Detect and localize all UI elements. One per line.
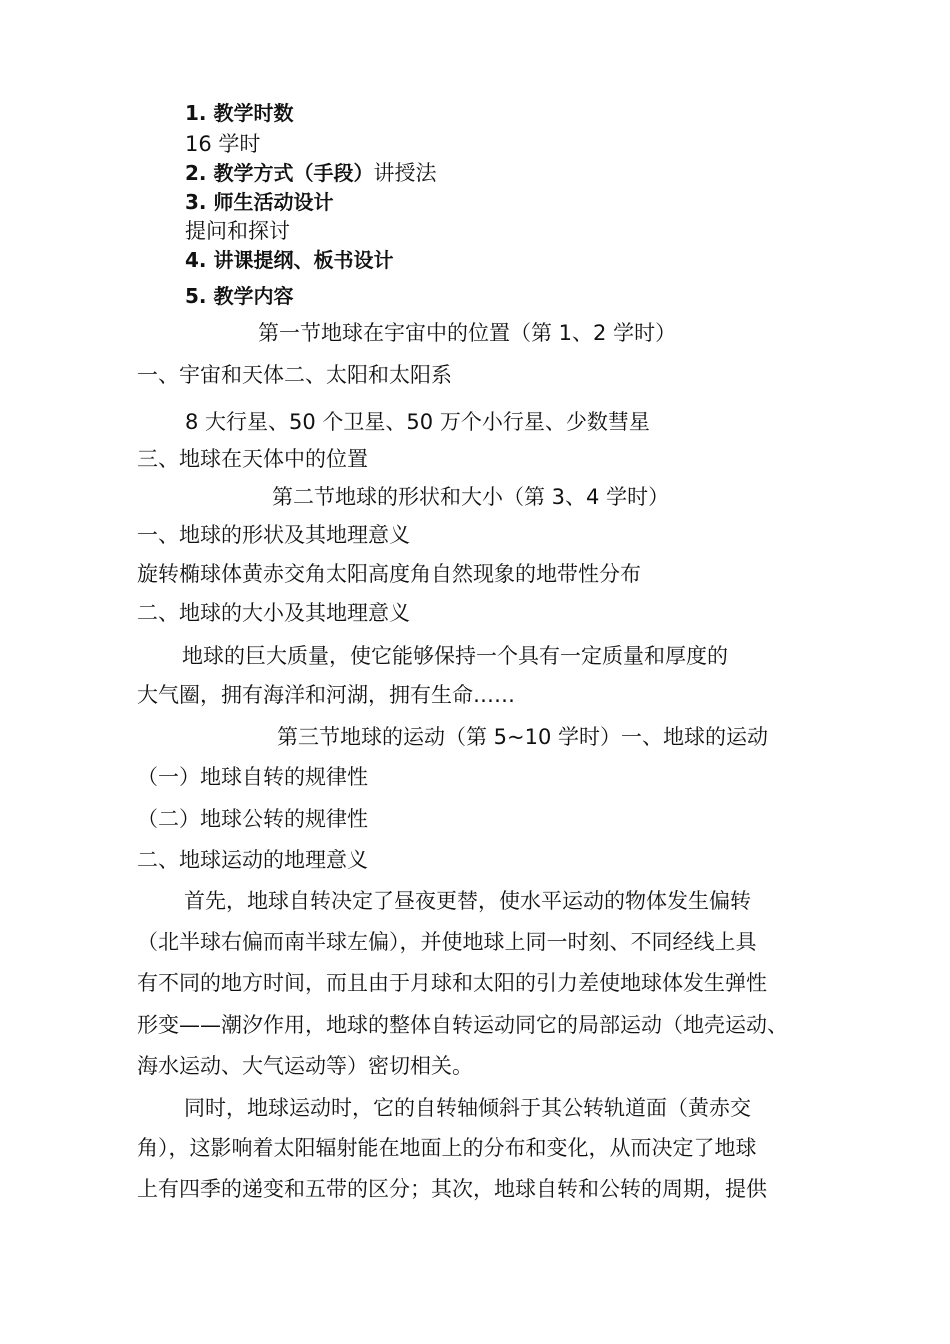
item-2-heading: 2. 教学方式（手段） xyxy=(185,161,374,185)
section-1-line-1: 一、宇宙和天体二、太阳和太阳系 xyxy=(137,363,452,387)
section-3-title: 第三节地球的运动（第 5~10 学时）一、地球的运动 xyxy=(277,725,769,749)
item-1-value: 16 学时 xyxy=(185,132,261,156)
section-1-title: 第一节地球在宇宙中的位置（第 1、2 学时） xyxy=(258,321,677,345)
section-3-line-2: （二）地球公转的规律性 xyxy=(137,807,368,831)
paragraph-line: 角），这影响着太阳辐射能在地面上的分布和变化，从而决定了地球 xyxy=(137,1136,757,1160)
paragraph-line: 形变——潮汐作用，地球的整体自转运动同它的局部运动（地壳运动、 xyxy=(137,1013,788,1037)
section-3-line-3: 二、地球运动的地理意义 xyxy=(137,848,368,872)
section-2-title: 第二节地球的形状和大小（第 3、4 学时） xyxy=(272,485,670,509)
section-2-paragraph-line-1: 地球的巨大质量，使它能够保持一个具有一定质量和厚度的 xyxy=(182,644,728,668)
item-3-heading: 3. 师生活动设计 xyxy=(185,190,334,214)
item-2-value: 讲授法 xyxy=(373,161,437,185)
section-1-line-3: 三、地球在天体中的位置 xyxy=(137,447,368,471)
paragraph-line: 首先，地球自转决定了昼夜更替，使水平运动的物体发生偏转 xyxy=(184,889,751,913)
section-3-line-1: （一）地球自转的规律性 xyxy=(137,765,368,789)
item-5-heading: 5. 教学内容 xyxy=(185,284,294,308)
section-2-line-3: 二、地球的大小及其地理意义 xyxy=(137,601,410,625)
section-1-line-2: 8 大行星、50 个卫星、50 万个小行星、少数彗星 xyxy=(185,410,650,434)
paragraph-line: 同时，地球运动时，它的自转轴倾斜于其公转轨道面（黄赤交 xyxy=(184,1096,751,1120)
paragraph-line: （北半球右偏而南半球左偏），并使地球上同一时刻、不同经线上具 xyxy=(137,930,757,954)
item-3-value: 提问和探讨 xyxy=(185,219,290,243)
paragraph-line: 海水运动、大气运动等）密切相关。 xyxy=(137,1054,473,1078)
section-2-line-2: 旋转椭球体黄赤交角太阳高度角自然现象的地带性分布 xyxy=(137,562,641,586)
item-1-heading: 1. 教学时数 xyxy=(185,101,294,125)
paragraph-line: 有不同的地方时间，而且由于月球和太阳的引力差使地球体发生弹性 xyxy=(137,971,767,995)
item-2-line xyxy=(185,160,436,186)
item-4-heading: 4. 讲课提纲、板书设计 xyxy=(185,248,394,272)
paragraph-line: 上有四季的递变和五带的区分；其次，地球自转和公转的周期，提供 xyxy=(137,1177,767,1201)
section-2-line-1: 一、地球的形状及其地理意义 xyxy=(137,523,410,547)
section-2-paragraph-line-2: 大气圈，拥有海洋和河湖，拥有生命…… xyxy=(137,683,515,707)
